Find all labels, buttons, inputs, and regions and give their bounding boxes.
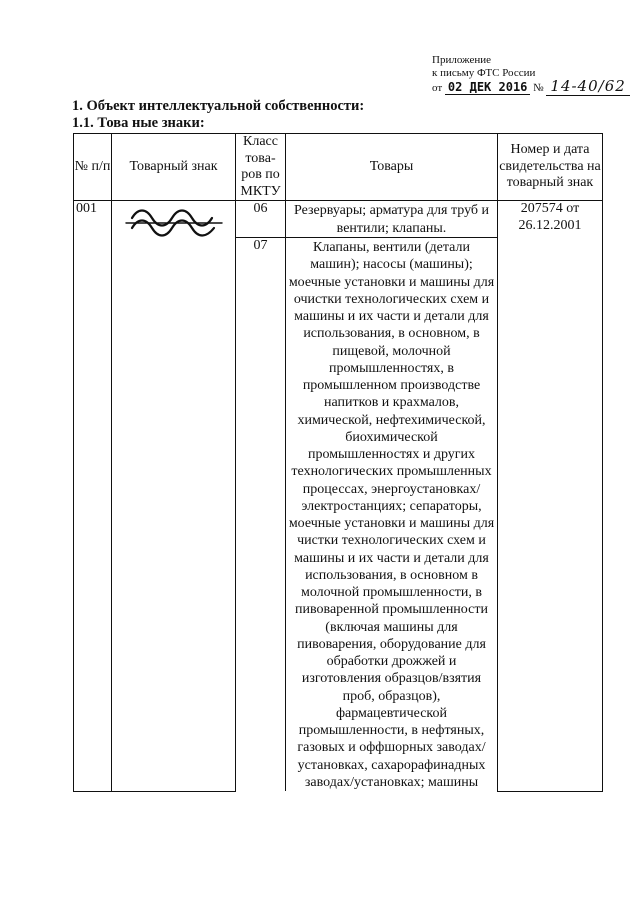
class-code: 07 <box>253 238 268 254</box>
trademark-table <box>73 133 603 792</box>
table-header-row <box>74 134 603 201</box>
annex-letter-ref: к письму ФТС России <box>432 67 536 79</box>
header-class: Класс това-ров по МКТУ <box>236 134 286 201</box>
section-title: 1. Объект интеллектуальной собственности: <box>72 98 365 114</box>
trademark-cell <box>112 201 236 792</box>
row-number: 001 <box>76 201 97 216</box>
annex-number: 14-40/62 <box>546 77 629 96</box>
annex-number-label: № <box>533 82 544 94</box>
header-goods: Товары <box>286 134 498 201</box>
goods-text: Клапаны, вентили (детали машин); насосы (машины); моечные установки и машины для очистки технологических схем и машины и их части и детали для использования, в основном, в пищевой, молочной промышленностях, в промышленном производстве напитков и крахмалов, химической, нефтехимической, биохимической промышленностях и других технологических промышленных процессах, энергоустановках/электростанциях; сепараторы, моечные установки и машины для чистки технологических схем и машины и их части и детали для использования, в основном в молочной промышленности, в пивоваренной промышленности (включая машины для пивоварения, оборудование для обработки дрожжей и изготовления образцов/взятия проб, образцов), фармацевтической промышленности, в нефтяных, газовых и оффшорных заводах/установках, сахарорафинадных заводах/установках; машины <box>288 240 495 790</box>
row-number-cell <box>74 201 112 792</box>
header-number: № п/п <box>74 134 112 201</box>
class-cell <box>236 238 286 792</box>
header-trademark: Товарный знак <box>112 134 236 201</box>
annex-stamp <box>432 54 630 95</box>
annex-date: 02 ДЕК 2016 <box>445 80 530 95</box>
annex-date-line <box>432 77 630 95</box>
goods-cell <box>286 238 498 792</box>
registration-cell <box>498 201 603 792</box>
annex-title: Приложение <box>432 54 492 66</box>
annex-from-label: от <box>432 82 443 94</box>
subsection-title: 1.1. Това ные знаки: <box>72 115 205 131</box>
table-row <box>74 201 603 238</box>
header-registration: Номер и дата свидетельства на товарный знак <box>498 134 603 201</box>
goods-cell <box>286 201 498 238</box>
registration-number: 207574 от 26.12.2001 <box>518 201 582 233</box>
trademark-logo-icon <box>124 204 224 238</box>
class-code: 06 <box>253 201 268 216</box>
goods-text: Резервуары; арматура для труб и вентили; клапаны. <box>293 203 490 236</box>
class-cell <box>236 201 286 238</box>
